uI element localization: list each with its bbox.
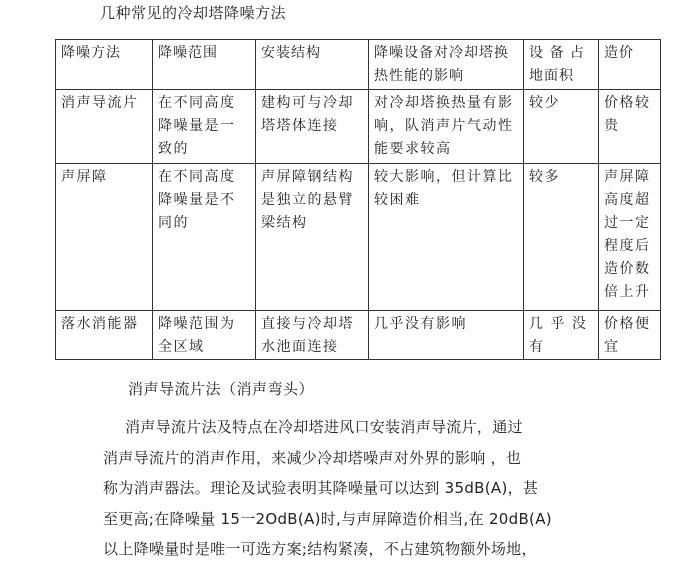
paragraph-line	[103, 504, 593, 535]
paragraph-line	[103, 473, 593, 504]
table-cell: 几乎没有影响	[369, 311, 524, 360]
body-paragraph	[103, 412, 593, 565]
table-cell: 较少	[524, 90, 599, 164]
paragraph-line-text: 消声导流片的消声作用，来减少冷却塔噪声对外界的影响 ，也	[103, 448, 522, 467]
header-cell-structure: 安装结构	[256, 40, 369, 90]
table-row	[56, 90, 661, 164]
table-cell: 价格便宜	[599, 311, 661, 360]
paragraph-line	[103, 412, 593, 443]
noise-reduction-methods-table	[55, 39, 661, 360]
table-cell: 声屏障高度超过一定程度后造价数倍上升	[599, 164, 661, 311]
table-cell: 较多	[524, 164, 599, 311]
header-cell-method: 降噪方法	[56, 40, 153, 90]
table-cell: 在不同高度降噪量是不同的	[153, 164, 256, 311]
header-cell-range: 降噪范围	[153, 40, 256, 90]
table-cell: 落水消能器	[56, 311, 153, 360]
table-cell: 在不同高度降噪量是一致的	[153, 90, 256, 164]
paragraph-line-text: 消声导流片法及特点在冷却塔进风口安装消声导流片，通过	[125, 418, 523, 436]
table-row	[56, 311, 661, 360]
header-cell-area: 设 备 占地面积	[524, 40, 599, 90]
section-subheading: 消声导流片法（消声弯头）	[128, 380, 315, 398]
header-cell-impact: 降噪设备对冷却塔换热性能的影响	[369, 40, 524, 90]
table-cell: 声屏障钢结构是独立的悬臂梁结构	[256, 164, 369, 311]
table-cell: 消声导流片	[56, 90, 153, 164]
table-cell: 价格较贵	[599, 90, 661, 164]
paragraph-line-text: 至更高;在降噪量 15一2OdB(A)时,与声屏障造价相当,在 20dB(A)	[103, 509, 552, 528]
header-cell-cost: 造价	[599, 40, 661, 90]
table-cell: 建构可与冷却塔塔体连接	[256, 90, 369, 164]
paragraph-line	[103, 443, 593, 474]
paragraph-line-text: 称为消声器法。理论及试验表明其降噪量可以达到 35dB(A)，甚	[103, 479, 539, 497]
paragraph-line	[103, 534, 593, 565]
table-cell: 对冷却塔换热量有影响，队消声片气动性能要求较高	[369, 90, 524, 164]
table-cell: 直接与冷却塔水池面连接	[256, 311, 369, 360]
table-cell: 声屏障	[56, 164, 153, 311]
table-cell: 较大影响，但计算比较困难	[369, 164, 524, 311]
table-row	[56, 164, 661, 311]
table-cell: 几 乎 没有	[524, 311, 599, 360]
table-cell: 降噪范围为全区域	[153, 311, 256, 360]
document-title: 几种常见的冷却塔降噪方法	[100, 4, 287, 22]
paragraph-line-text: 以上降噪量时是唯一可选方案;结构紧凑，不占建筑物额外场地，	[103, 540, 537, 558]
table-header-row	[56, 40, 661, 90]
